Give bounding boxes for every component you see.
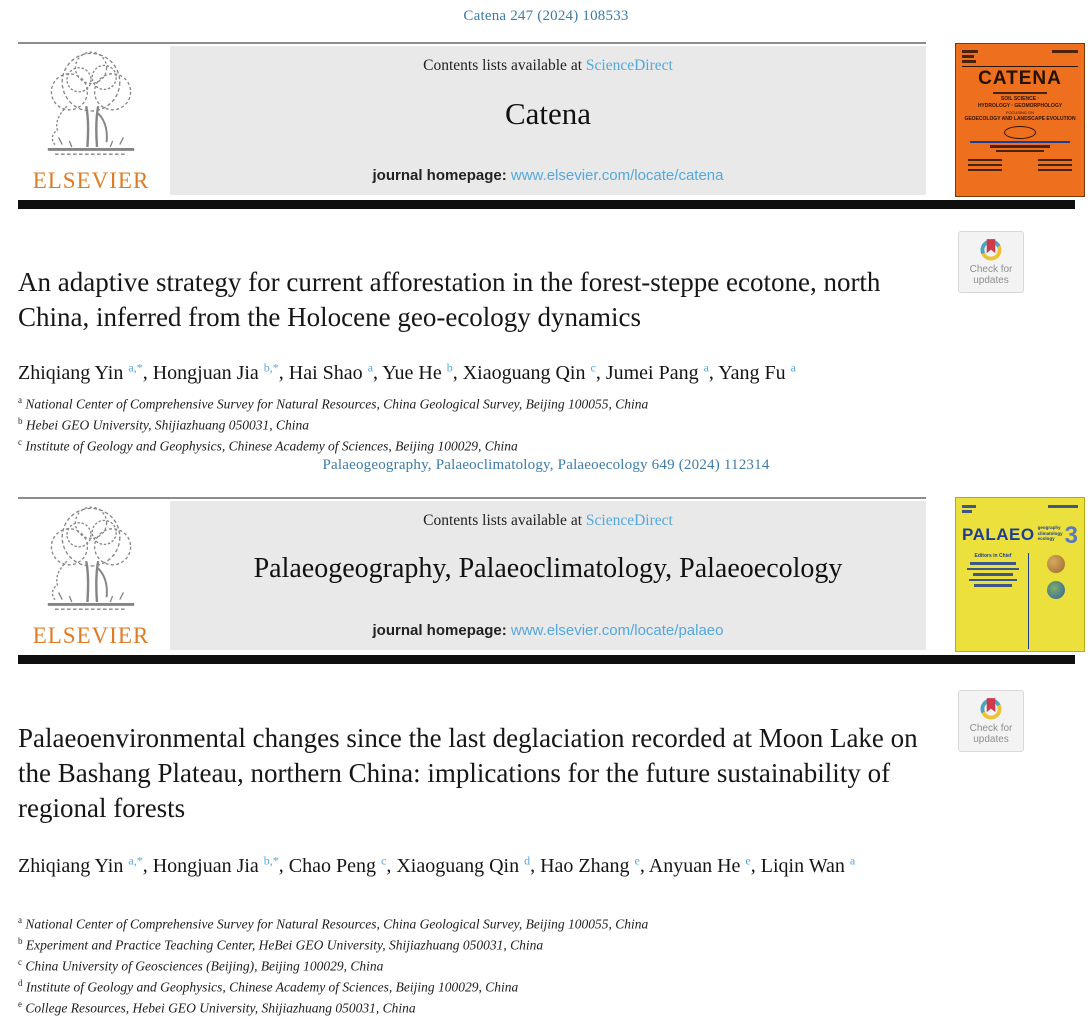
author-name: Yang Fu $^a$ <box>718 360 796 384</box>
cover-subject-2: HYDROLOGY · GEOMORPHOLOGY <box>977 103 1063 109</box>
homepage-line <box>170 167 926 184</box>
cover-editors-left <box>968 156 1002 174</box>
contents-prefix: Contents lists available at <box>423 57 586 74</box>
sciencedirect-link[interactable]: ScienceDirect <box>585 512 673 529</box>
catena-cover-thumbnail[interactable] <box>955 43 1085 197</box>
affiliation-line: $^a$ National Center of Comprehensive Survey for Natural Resources, China Geological Survey, Beijing 100055, China <box>18 395 649 412</box>
section-rule <box>18 200 1075 209</box>
homepage-line <box>170 622 926 639</box>
cover-subject-1: SOIL SCIENCE · <box>1000 96 1040 102</box>
divider <box>18 42 926 44</box>
section-rule <box>18 655 1075 664</box>
homepage-label: journal homepage: <box>372 622 511 639</box>
affiliation-line: $^b$ Experiment and Practice Teaching Center, HeBei GEO University, Shijiazhuang 050031, China <box>18 936 544 953</box>
elsevier-logo <box>16 46 166 196</box>
cover-emblem <box>1004 126 1036 139</box>
crossmark-icon <box>977 236 1005 264</box>
cover-subject-3: GEOECOLOGY AND LANDSCAPE EVOLUTION <box>964 116 1076 122</box>
author-name: Hao Zhang $^e$ <box>540 853 640 877</box>
author-name: Xiaoguang Qin $^d$ <box>396 853 531 877</box>
author-line-2: Zhiqiang Yin $^{a,*}$, Hongjuan Jia $^{b,*}$, Chao Peng $^c$, Xiaoguang Qin $^d$, Hao Zhang $^e$, Anyuan He $^e$, Liqin Wan $^a$ <box>18 853 856 877</box>
article-title-2: Palaeoenvironmental changes since the last deglaciation recorded at Moon Lake on the Bashang Plateau, northern China: implications for the future sustainability of regional forests <box>18 723 918 823</box>
cover-issn <box>1052 48 1078 55</box>
journal-title-1: Catena <box>504 96 592 131</box>
globe-icon <box>1047 581 1065 599</box>
homepage-label: journal homepage: <box>372 167 511 184</box>
running-head-citation-2: Palaeogeography, Palaeoclimatology, Palaeoecology 649 (2024) 112314 <box>322 457 770 473</box>
author-name: Zhiqiang Yin $^{a,*}$ <box>18 853 143 877</box>
running-head-citation-1: Catena 247 (2024) 108533 <box>463 8 629 24</box>
globe-icon <box>1047 555 1065 573</box>
affiliation-line: $^a$ National Center of Comprehensive Survey for Natural Resources, China Geological Survey, Beijing 100055, China <box>18 915 649 932</box>
journal-banner-2 <box>170 501 926 650</box>
globe-icon <box>1047 607 1065 625</box>
cover-focus-label: FOCUSING ON <box>1005 110 1035 115</box>
check-for-updates-badge-1[interactable] <box>958 231 1024 293</box>
journal-banner-1 <box>170 46 926 195</box>
cover-title: CATENA <box>978 68 1062 89</box>
cover-blue-rule <box>970 141 1070 143</box>
divider <box>18 497 926 499</box>
author-name: Xiaoguang Qin $^c$ <box>462 360 596 384</box>
author-name: Hai Shao $^a$ <box>288 360 374 384</box>
elsevier-wordmark: ELSEVIER <box>32 623 150 648</box>
author-name: Anyuan He $^e$ <box>648 853 751 877</box>
cover-editors-list <box>962 553 1024 649</box>
homepage-url-link[interactable]: www.elsevier.com/locate/palaeo <box>510 622 724 639</box>
badge-label: Check for updates <box>969 723 1013 745</box>
cover-series-number: 3 <box>1064 522 1078 549</box>
cover-subtitle-words: geography climatology ecology <box>1037 525 1063 541</box>
author-name: Hongjuan Jia $^{b,*}$ <box>152 360 279 384</box>
article-title-1: An adaptive strategy for current afforestation in the forest-steppe ecotone, north China, inferred from the Holocene geo-ecology dynamics <box>18 267 881 332</box>
author-name: Yue He $^b$ <box>382 360 453 384</box>
affiliation-line: $^c$ China University of Geosciences (Beijing), Beijing 100029, China <box>18 957 384 974</box>
affiliation-line: $^d$ Institute of Geology and Geophysics, Chinese Academy of Sciences, Beijing 100029, China <box>18 978 519 995</box>
elsevier-logo <box>16 501 166 651</box>
elsevier-tree-icon <box>31 46 151 164</box>
cover-divider <box>1028 553 1029 649</box>
elsevier-tree-icon <box>31 501 151 619</box>
homepage-url-link[interactable]: www.elsevier.com/locate/catena <box>510 167 724 184</box>
author-line-1: Zhiqiang Yin $^{a,*}$, Hongjuan Jia $^{b,*}$, Hai Shao $^a$, Yue He $^b$, Xiaoguang Qin $^c$, Jumei Pang $^a$, Yang Fu $^a$ <box>18 360 796 384</box>
cover-mini-logo <box>962 503 976 521</box>
author-name: Zhiqiang Yin $^{a,*}$ <box>18 360 143 384</box>
badge-label: Check for updates <box>969 264 1013 286</box>
author-name: Chao Peng $^c$ <box>288 853 387 877</box>
author-name: Hongjuan Jia $^{b,*}$ <box>152 853 279 877</box>
contents-prefix: Contents lists available at <box>423 512 586 529</box>
author-name: Liqin Wan $^a$ <box>760 853 856 877</box>
sciencedirect-link[interactable]: ScienceDirect <box>585 57 673 74</box>
author-name: Jumei Pang $^a$ <box>605 360 709 384</box>
affiliation-line: $^c$ Institute of Geology and Geophysics, Chinese Academy of Sciences, Beijing 100029, China <box>18 437 518 454</box>
editors-in-chief-label: Editors in Chief <box>974 553 1012 559</box>
affiliation-line: $^e$ College Resources, Hebei GEO University, Shijiazhuang 050031, China <box>18 999 416 1016</box>
elsevier-wordmark: ELSEVIER <box>32 168 150 193</box>
check-for-updates-badge-2[interactable] <box>958 690 1024 752</box>
cover-globe-images <box>1033 553 1078 649</box>
cover-title: PALAEO <box>962 525 1035 544</box>
affiliations-1 <box>18 392 958 455</box>
journal-title-2: Palaeogeography, Palaeoclimatology, Palaeoecology <box>253 553 843 584</box>
palaeo-cover-thumbnail[interactable] <box>955 497 1085 652</box>
contents-line <box>170 512 926 530</box>
contents-line <box>170 57 926 75</box>
crossmark-icon <box>977 695 1005 723</box>
affiliation-line: $^b$ Hebei GEO University, Shijiazhuang 050031, China <box>18 416 309 433</box>
cover-mini-logo <box>962 48 978 65</box>
cover-editors-right <box>1038 156 1072 174</box>
cover-issn <box>1048 503 1078 521</box>
affiliations-2 <box>18 912 958 1017</box>
